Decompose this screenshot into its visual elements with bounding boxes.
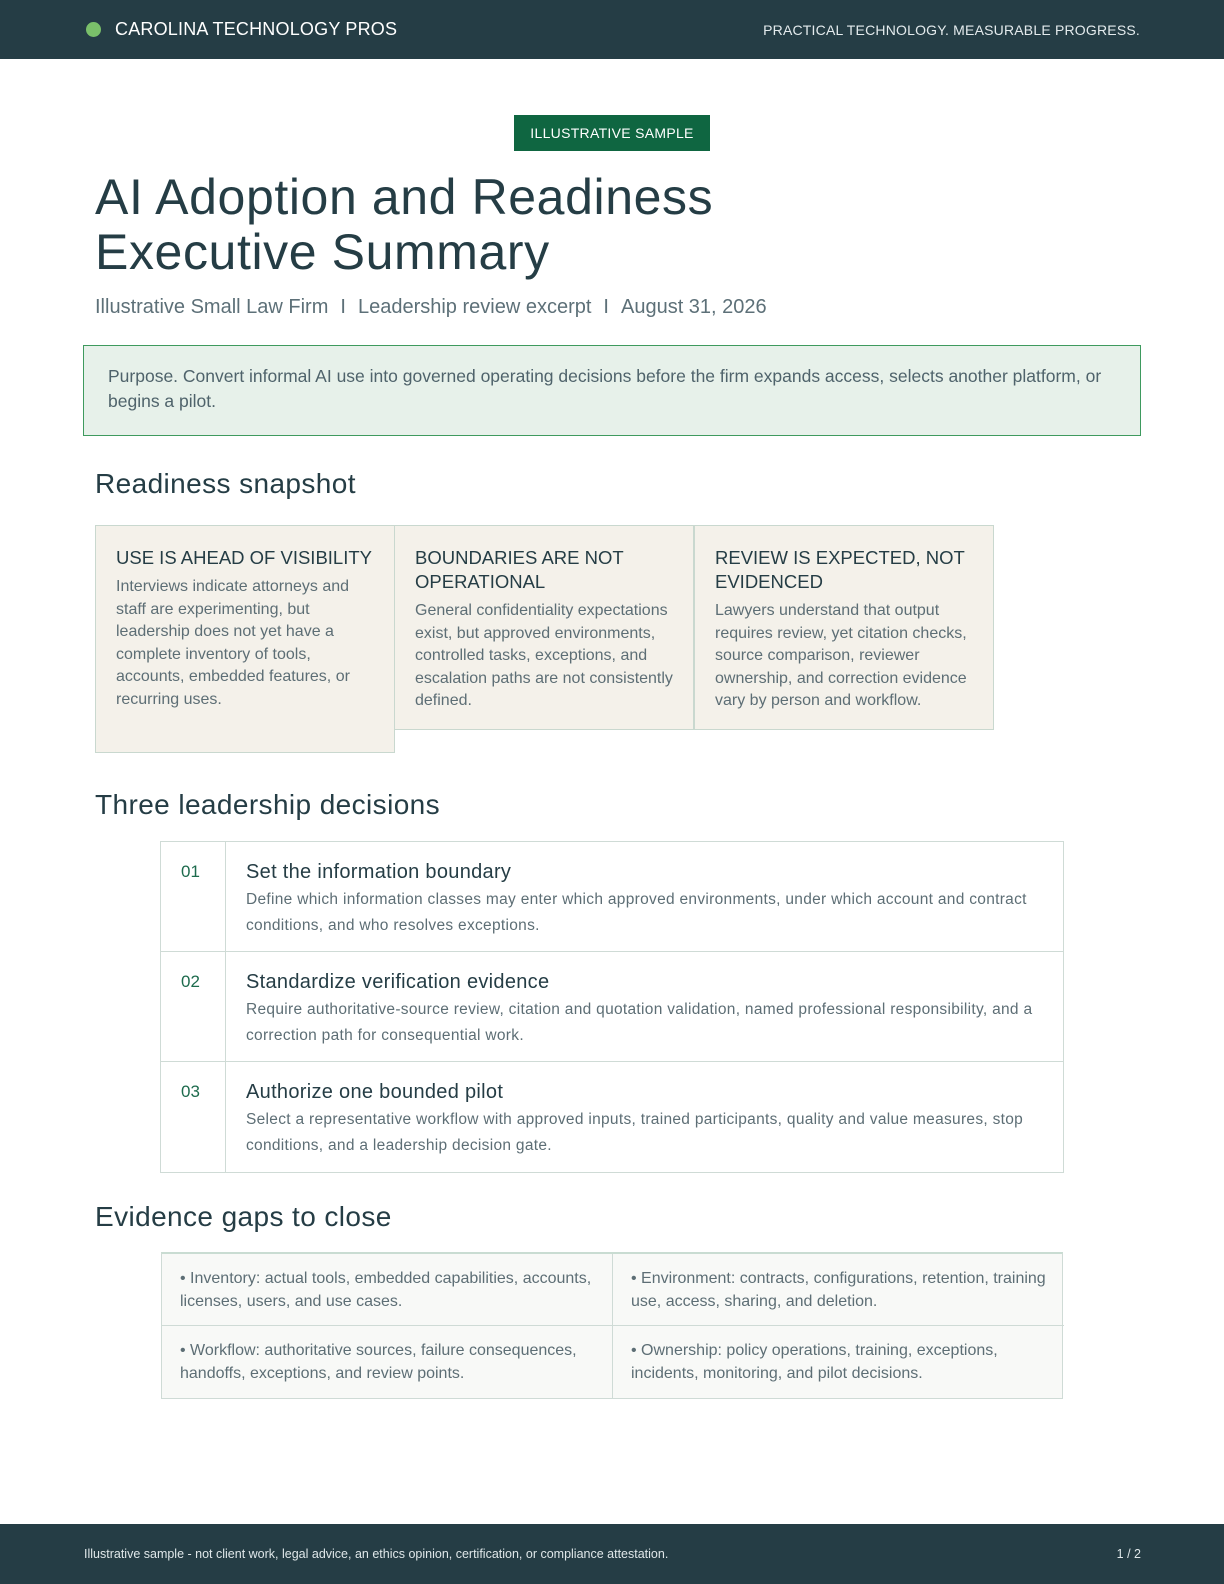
brand-dot-icon (86, 22, 101, 37)
snapshot-card-title: BOUNDARIES ARE NOT OPERATIONAL (415, 547, 624, 592)
decision-title: Standardize verification evidence (246, 971, 550, 993)
title-line-2: Executive Summary (95, 224, 550, 280)
decision-title: Authorize one bounded pilot (246, 1081, 504, 1103)
decision-title: Set the information boundary (246, 861, 512, 883)
decision-body (226, 952, 1063, 1061)
snapshot-card-text: Interviews indicate attorneys and staff are experimenting, but leadership does not yet have a complete inventory of tools, accounts, embedded features, or recurring uses. (116, 578, 350, 708)
document-title (95, 170, 995, 280)
brand-name: CAROLINA TECHNOLOGY PROS (115, 19, 398, 39)
evidence-gaps-heading: Evidence gaps to close (95, 1201, 392, 1232)
meta-document: Leadership review excerpt (357, 296, 592, 318)
snapshot-card-text: Lawyers understand that output requires review, yet citation checks, source comparison, reviewer ownership, and correction evidence vary by person and workflow. (715, 602, 967, 709)
gap-item-workflow: • Workflow: authoritative sources, failure consequences, handoffs, exceptions, and review points. (162, 1326, 613, 1398)
evidence-gaps-grid (161, 1252, 1063, 1399)
gap-item-inventory: • Inventory: actual tools, embedded capabilities, accounts, licenses, users, and use cases. (162, 1254, 613, 1326)
snapshot-card-title: USE IS AHEAD OF VISIBILITY (116, 547, 372, 568)
gap-item-environment: • Environment: contracts, configurations, retention, training use, access, sharing, and deletion. (613, 1254, 1064, 1326)
brand-tagline: PRACTICAL TECHNOLOGY. MEASURABLE PROGRESS. (763, 22, 1140, 38)
page-number: 1 / 2 (1116, 1547, 1141, 1561)
snapshot-card-text: General confidentiality expectations exist, but approved environments, controlled tasks, exceptions, and escalation paths are not consistently defined. (415, 602, 673, 709)
decision-number: 02 (161, 952, 226, 1061)
decision-number: 03 (161, 1062, 226, 1172)
meta-date: August 31, 2026 (620, 296, 767, 318)
purpose-callout: Purpose. Convert informal AI use into governed operating decisions before the firm expands access, selects another platform, or begins a pilot. (83, 345, 1141, 436)
meta-separator: I (603, 296, 609, 318)
top-header-bar (0, 0, 1224, 59)
leadership-decisions-heading: Three leadership decisions (95, 789, 441, 820)
decision-body (226, 842, 1063, 951)
illustrative-sample-badge: ILLUSTRATIVE SAMPLE (514, 115, 710, 151)
meta-separator: I (340, 296, 346, 318)
decision-text: Define which information classes may enter which approved environments, under which account and contract conditions, and who resolves exceptions. (246, 891, 1027, 934)
decisions-table (160, 841, 1064, 1173)
snapshot-card-visibility (95, 525, 395, 753)
decision-body (226, 1062, 1063, 1172)
snapshot-card-review (694, 525, 994, 730)
decision-text: Select a representative workflow with approved inputs, trained participants, quality and value measures, stop conditions, and a leadership decision gate. (246, 1111, 1024, 1154)
readiness-snapshot-heading: Readiness snapshot (95, 468, 356, 499)
meta-organization: Illustrative Small Law Firm (95, 296, 329, 318)
gap-item-ownership: • Ownership: policy operations, training, exceptions, incidents, monitoring, and pilot decisions. (631, 1342, 998, 1382)
footer-bar (0, 1524, 1224, 1584)
document-meta (95, 296, 767, 319)
snapshot-card-title: REVIEW IS EXPECTED, NOT EVIDENCED (715, 547, 965, 592)
decision-text: Require authoritative-source review, citation and quotation validation, named professional responsibility, and a correction path for consequential work. (246, 1001, 1033, 1044)
footer-disclaimer: Illustrative sample - not client work, legal advice, an ethics opinion, certification, or compliance attestation. (84, 1547, 669, 1561)
decision-number: 01 (161, 842, 226, 951)
snapshot-card-boundaries (394, 525, 694, 730)
decision-row (161, 952, 1063, 1062)
decision-row (161, 1062, 1063, 1172)
title-line-1: AI Adoption and Readiness (95, 169, 714, 225)
decision-row (161, 842, 1063, 952)
